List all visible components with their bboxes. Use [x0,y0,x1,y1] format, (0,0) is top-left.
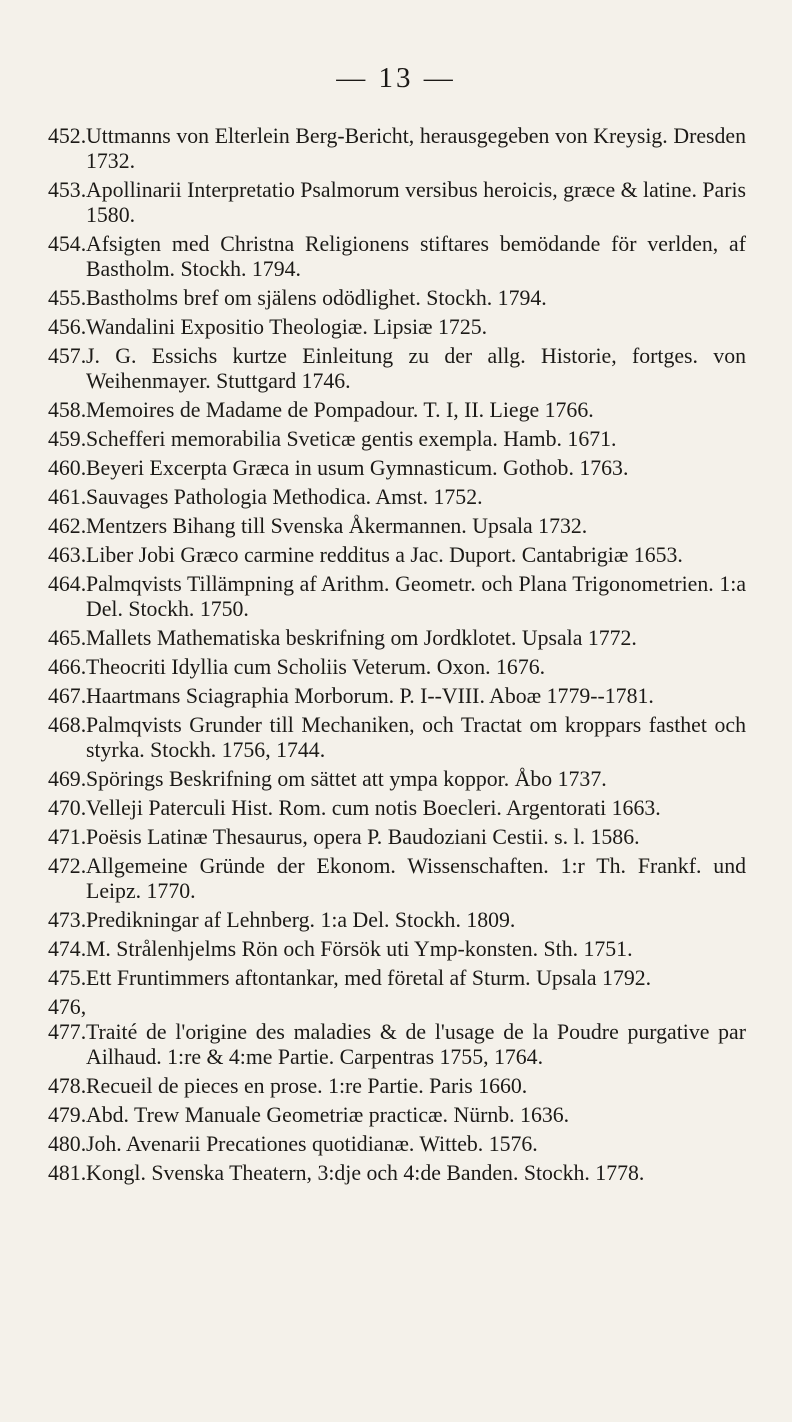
entry-text: M. Strålenhjelms Rön och Försök uti Ymp-konsten. Sth. 1751. [86,937,633,961]
catalog-entry [48,655,746,680]
entry-text: Recueil de pieces en prose. 1:re Partie. Paris 1660. [86,1074,528,1098]
entry-list [48,124,746,1190]
entry-number: 470. [48,796,87,820]
entry-number: 461. [48,485,87,509]
entry-number: 476, 477. [48,995,87,1044]
catalog-entry [48,854,746,904]
entry-text: Mentzers Bihang till Svenska Åkermannen. Upsala 1732. [86,514,588,538]
entry-text: Sauvages Pathologia Methodica. Amst. 1752. [86,485,483,509]
entry-number: 452. [48,124,87,148]
catalog-entry [48,514,746,539]
entry-number: 478. [48,1074,87,1098]
entry-text: Palmqvists Tillämpning af Arithm. Geometr. och Plana Trigonometrien. 1:a Del. Stockh. 1750. [86,572,746,621]
entry-number: 467. [48,684,87,708]
entry-text: Afsigten med Christna Religionens stiftares bemödande för verlden, af Bastholm. Stockh. 1794. [86,232,746,281]
entry-number: 474. [48,937,87,961]
catalog-entry [48,713,746,763]
entry-text: Predikningar af Lehnberg. 1:a Del. Stockh. 1809. [86,908,516,932]
catalog-entry [48,427,746,452]
entry-text: Allgemeine Gründe der Ekonom. Wissenschaften. 1:r Th. Frankf. und Leipz. 1770. [86,854,746,903]
entry-number: 465. [48,626,87,650]
entry-text: Mallets Mathematiska beskrifning om Jordklotet. Upsala 1772. [86,626,637,650]
entry-number: 479. [48,1103,87,1127]
entry-text: Palmqvists Grunder till Mechaniken, och Tractat om kroppars fasthet och styrka. Stockh. 1756, 1744. [86,713,746,762]
catalog-entry [48,684,746,709]
entry-text: Memoires de Madame de Pompadour. T. I, II. Liege 1766. [86,398,594,422]
entry-number: 471. [48,825,87,849]
catalog-entry [48,908,746,933]
entry-text: Velleji Paterculi Hist. Rom. cum notis Boecleri. Argentorati 1663. [86,796,661,820]
catalog-entry [48,178,746,228]
page-number: — 13 — [336,62,456,94]
entry-number: 480. [48,1132,87,1156]
entry-number: 460. [48,456,87,480]
entry-number: 466. [48,655,87,679]
entry-number: 481. [48,1161,87,1185]
catalog-entry [48,232,746,282]
catalog-entry [48,456,746,481]
entry-number: 455. [48,286,87,310]
entry-text: Haartmans Sciagraphia Morborum. P. I--VIII. Aboæ 1779--1781. [86,684,654,708]
entry-number: 459. [48,427,87,451]
entry-text: Spörings Beskrifning om sättet att ympa koppor. Åbo 1737. [86,767,607,791]
entry-number: 464. [48,572,87,596]
entry-text: Wandalini Expositio Theologiæ. Lipsiæ 1725. [86,315,488,339]
catalog-entry [48,626,746,651]
entry-text: Abd. Trew Manuale Geometriæ practicæ. Nürnb. 1636. [86,1103,570,1127]
catalog-entry [48,796,746,821]
entry-text: Joh. Avenarii Precationes quotidianæ. Witteb. 1576. [86,1132,538,1156]
entry-text: Schefferi memorabilia Sveticæ gentis exempla. Hamb. 1671. [86,427,617,451]
entry-text: J. G. Essichs kurtze Einleitung zu der allg. Historie, fortges. von Weihenmayer. Stuttgard 1746. [86,344,746,393]
catalog-entry [48,1074,746,1099]
catalog-entry [48,1132,746,1157]
entry-text: Uttmanns von Elterlein Berg-Bericht, herausgegeben von Kreysig. Dresden 1732. [86,124,746,173]
entry-text: Ett Fruntimmers aftontankar, med företal af Sturm. Upsala 1792. [86,966,652,990]
entry-number: 463. [48,543,87,567]
entry-text: Kongl. Svenska Theatern, 3:dje och 4:de Banden. Stockh. 1778. [86,1161,645,1185]
entry-text: Bastholms bref om själens odödlighet. Stockh. 1794. [86,286,547,310]
catalog-entry [48,825,746,850]
catalog-entry [48,286,746,311]
entry-number: 453. [48,178,87,202]
entry-number: 458. [48,398,87,422]
entry-text: Liber Jobi Græco carmine redditus a Jac. Duport. Cantabrigiæ 1653. [86,543,683,567]
catalog-entry [48,1103,746,1128]
entry-number: 469. [48,767,87,791]
catalog-entry [48,485,746,510]
catalog-entry [48,344,746,394]
entry-text: Poësis Latinæ Thesaurus, opera P. Baudoziani Cestii. s. l. 1586. [86,825,640,849]
catalog-entry [48,398,746,423]
catalog-entry [48,543,746,568]
entry-text: Traité de l'origine des maladies & de l'usage de la Poudre purgative par Ailhaud. 1:re & 4:me Partie. Carpentras 1755, 1764. [86,1020,746,1069]
catalog-entry [48,1161,746,1186]
entry-number: 473. [48,908,87,932]
entry-number: 456. [48,315,87,339]
entry-number: 457. [48,344,87,368]
catalog-entry [48,767,746,792]
entry-number: 468. [48,713,87,737]
catalog-entry [48,124,746,174]
entry-number: 472. [48,854,87,878]
catalog-entry [48,315,746,340]
entry-text: Beyeri Excerpta Græca in usum Gymnasticum. Gothob. 1763. [86,456,629,480]
catalog-entry [48,995,746,1070]
entry-text: Apollinarii Interpretatio Psalmorum versibus heroicis, græce & latine. Paris 1580. [86,178,746,227]
catalog-entry [48,937,746,962]
entry-text: Theocriti Idyllia cum Scholiis Veterum. Oxon. 1676. [86,655,546,679]
entry-number: 475. [48,966,87,990]
catalog-entry [48,572,746,622]
catalog-entry [48,966,746,991]
entry-number: 462. [48,514,87,538]
entry-number: 454. [48,232,87,256]
